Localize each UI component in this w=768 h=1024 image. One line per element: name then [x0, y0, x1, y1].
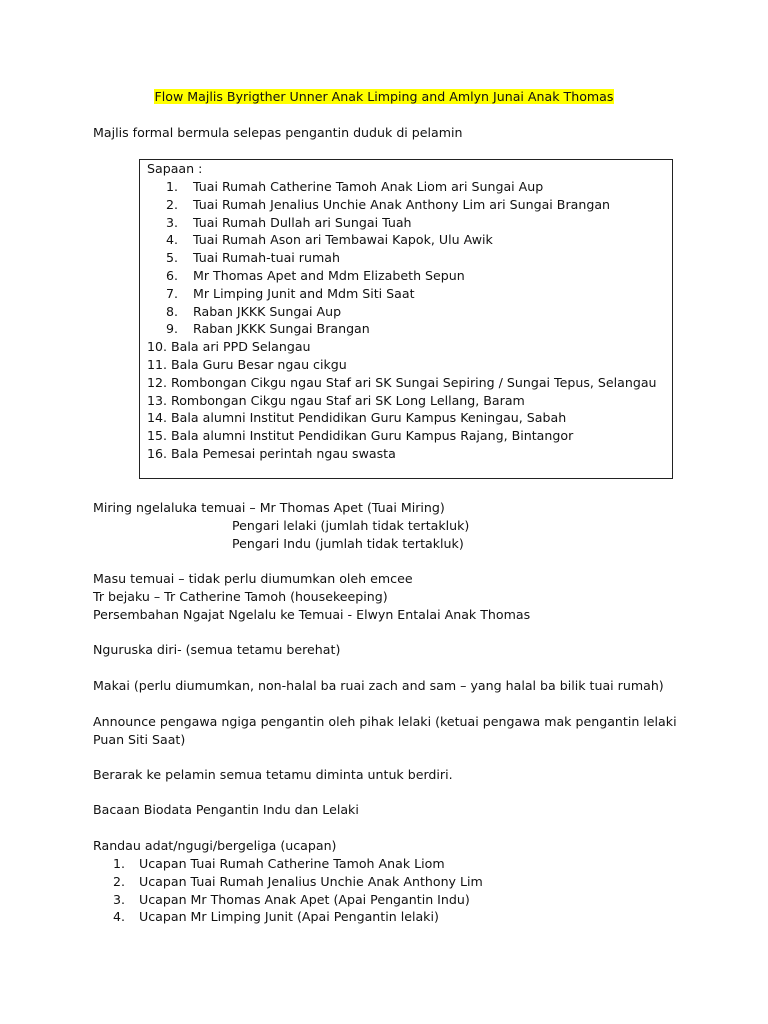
document-title: Flow Majlis Byrigther Unner Anak Limping and Amlyn Junai Anak Thomas [154, 89, 614, 104]
list-text: Tuai Rumah-tuai rumah [193, 250, 340, 266]
list-number: 10. [147, 339, 168, 355]
bacaan-text: Bacaan Biodata Pengantin Indu dan Lelaki [93, 802, 359, 817]
randau-heading: Randau adat/ngugi/bergeliga (ucapan) [93, 838, 337, 853]
list-text: Tuai Rumah Catherine Tamoh Anak Liom ari Sungai Aup [193, 179, 544, 194]
list-text: Tuai Rumah Jenalius Unchie Anak Anthony Lim ari Sungai Brangan [193, 196, 611, 212]
list-text: Ucapan Tuai Rumah Catherine Tamoh Anak Liom [139, 856, 445, 871]
list-text [147, 427, 573, 445]
list-text [147, 374, 657, 392]
list-text: Ucapan Tuai Rumah Jenalius Unchie Anak Anthony Lim [139, 873, 483, 889]
list-number: 7. [165, 285, 178, 301]
list-text: Bala alumni Institut Pendidikan Guru Kampus Rajang, Bintangor [171, 428, 574, 444]
list-text: Bala ari PPD Selangau [171, 339, 311, 355]
berarak-text: Berarak ke pelamin semua tetamu diminta untuk berdiri. [93, 767, 453, 782]
list-number: 15. [147, 428, 168, 444]
list-text: Rombongan Cikgu ngau Staf ari SK Sungai Sepiring / Sungai Tepus, Selangau [171, 374, 657, 390]
list-number: 9. [165, 321, 178, 337]
announce-line-2: Puan Siti Saat) [93, 732, 186, 747]
list-number: 14. [147, 410, 168, 426]
list-text: Raban JKKK Sungai Brangan [193, 321, 370, 337]
list-number: 3. [112, 891, 125, 907]
list-text: Raban JKKK Sungai Aup [193, 303, 342, 319]
sapaan-box [139, 159, 673, 479]
list-number: 2. [112, 873, 125, 889]
nguruska-text: Nguruska diri- (semua tetamu berehat) [93, 642, 341, 657]
masu-line-3: Persembahan Ngajat Ngelalu ke Temuai - Elwyn Entalai Anak Thomas [93, 607, 531, 622]
list-text: Ucapan Mr Limping Junit (Apai Pengantin lelaki) [139, 909, 439, 925]
list-number: 6. [165, 267, 178, 283]
list-number: 1. [165, 179, 178, 194]
miring-line-1: Miring ngelaluka temuai – Mr Thomas Apet (Tuai Miring) [93, 500, 445, 515]
intro-text: Majlis formal bermula selepas pengantin duduk di pelamin [93, 125, 463, 140]
list-text [147, 409, 566, 427]
masu-line-1: Masu temuai – tidak perlu diumumkan oleh emcee [93, 571, 413, 586]
list-number: 12. [147, 374, 168, 390]
list-number: 3. [165, 214, 178, 230]
list-text: Bala Pemesai perintah ngau swasta [171, 445, 396, 461]
title-block [0, 88, 768, 106]
announce-line-1: Announce pengawa ngiga pengantin oleh pihak lelaki (ketuai pengawa mak pengantin lelaki [93, 714, 677, 729]
list-number: 11. [147, 356, 168, 372]
list-text [147, 445, 396, 463]
list-text: Mr Limping Junit and Mdm Siti Saat [193, 285, 415, 301]
sapaan-heading: Sapaan : [147, 161, 203, 176]
list-text: Tuai Rumah Dullah ari Sungai Tuah [193, 214, 412, 230]
list-number: 1. [112, 856, 125, 871]
miring-line-3: Pengari Indu (jumlah tidak tertakluk) [232, 536, 464, 551]
list-number: 8. [165, 303, 178, 319]
list-text: Bala alumni Institut Pendidikan Guru Kampus Keningau, Sabah [171, 410, 567, 426]
list-text [147, 356, 347, 374]
list-text: Tuai Rumah Ason ari Tembawai Kapok, Ulu Awik [193, 232, 493, 248]
list-number: 16. [147, 445, 168, 461]
list-text: Mr Thomas Apet and Mdm Elizabeth Sepun [193, 267, 465, 283]
masu-line-2: Tr bejaku – Tr Catherine Tamoh (housekeeping) [93, 589, 388, 604]
list-text [147, 338, 311, 356]
miring-line-2: Pengari lelaki (jumlah tidak tertakluk) [232, 518, 470, 533]
list-number: 5. [165, 250, 178, 266]
makai-text: Makai (perlu diumumkan, non-halal ba ruai zach and sam – yang halal ba bilik tuai rumah) [93, 678, 664, 693]
list-number: 4. [112, 909, 125, 925]
list-number: 4. [165, 232, 178, 248]
list-text: Ucapan Mr Thomas Anak Apet (Apai Pengantin Indu) [139, 891, 470, 907]
list-number: 13. [147, 392, 168, 408]
list-text: Bala Guru Besar ngau cikgu [171, 356, 347, 372]
list-text: Rombongan Cikgu ngau Staf ari SK Long Lellang, Baram [171, 392, 525, 408]
list-text [147, 392, 525, 410]
list-number: 2. [165, 196, 178, 212]
